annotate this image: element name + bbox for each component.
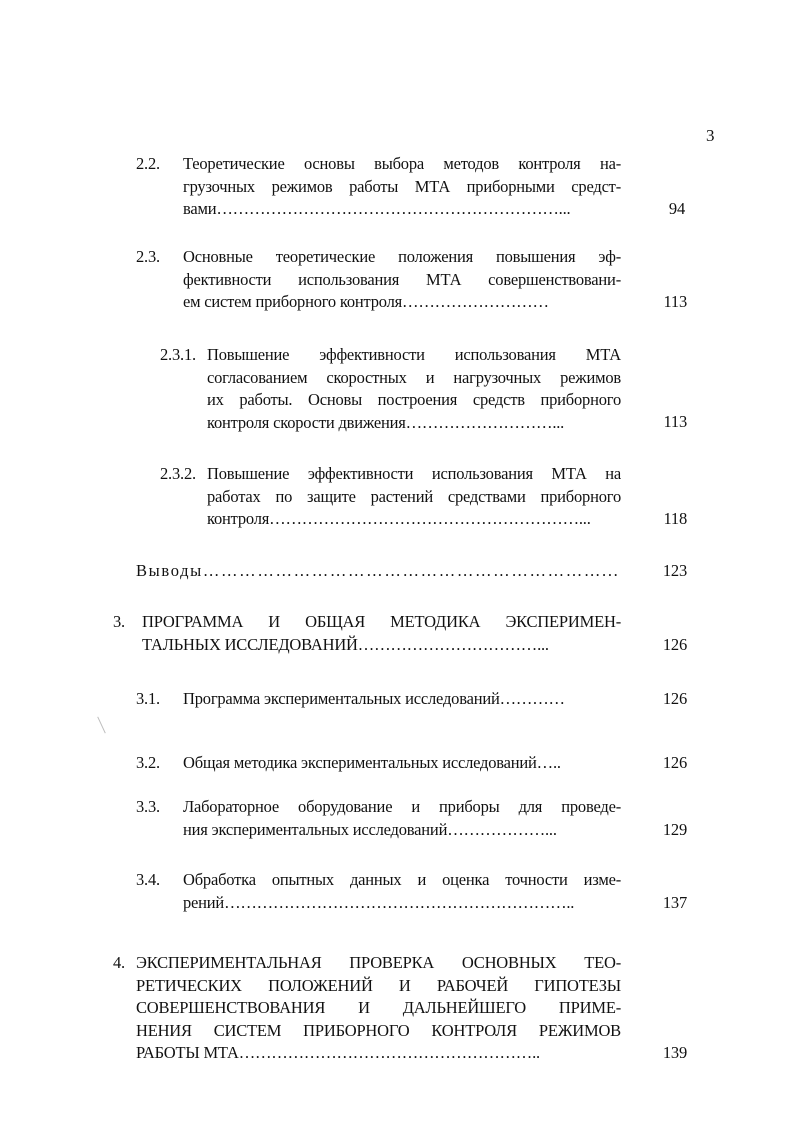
toc-entry-chapter-4 [0,952,793,1066]
toc-entry-line: РАБОТЫ МТА……………………………………………….. [136,1043,540,1062]
toc-entry-line: Общая методика экспериментальных исследований….. [183,753,561,772]
toc-entry-page: 118 [663,509,687,528]
toc-entry-page: 126 [662,635,687,654]
toc-entry-line: согласованием скоростных и нагрузочных режимов [207,367,621,387]
toc-entry-title [142,611,621,656]
toc-entry-page: 94 [668,199,685,218]
toc-entry-number: 2.3.2. [160,464,196,483]
toc-entry-line: Программа экспериментальных исследований………… [183,689,565,708]
toc-entry-page: 129 [662,820,687,839]
toc-entry-title [183,796,621,841]
toc-entry-number: 2.2. [136,154,160,173]
toc-entry-number: 3.3. [136,797,160,816]
toc-entry-title [183,153,621,221]
toc-entry-2-3-1 [0,344,793,436]
toc-entry-page: 126 [662,753,687,772]
toc-entry-page: 123 [662,561,687,580]
page-number: 3 [706,126,715,145]
toc-entry-title [183,752,621,775]
toc-entry-page: 126 [662,689,687,708]
toc-entry-line: Повышение эффективности использования МТА [207,345,621,364]
toc-entry-title [183,246,621,314]
toc-entry-line: рений……………………………………………………….. [183,892,575,912]
toc-entry-line: НЕНИЯ СИСТЕМ ПРИБОРНОГО КОНТРОЛЯ РЕЖИМОВ [136,1020,621,1040]
toc-entry-3-4 [0,869,793,915]
toc-entry-line: контроля…………………………………………………... [207,509,591,528]
toc-entry-2-3 [0,246,793,316]
toc-entry-line: Лабораторное оборудование и приборы для проведе- [183,797,621,816]
toc-entry-line: Повышение эффективности использования МТА на [207,464,621,483]
toc-entry-line: их работы. Основы построения средств приборного [207,390,621,409]
toc-entry-number: 3.1. [136,689,160,708]
toc-entry-line: Теоретические основы выбора методов контроля на- [183,154,621,173]
toc-entry-line: ЭКСПЕРИМЕНТАЛЬНАЯ ПРОВЕРКА ОСНОВНЫХ ТЕО- [136,953,621,972]
toc-entry-page: 139 [662,1043,687,1062]
toc-entry-line: Обработка опытных данных и оценка точности изме- [183,870,621,889]
toc-entry-title [207,344,621,434]
toc-entry-line: вами………………………………………………………... [183,199,571,218]
toc-entry-line: Выводы…………………………………………………………... [136,561,620,580]
toc-entry-line: СОВЕРШЕНСТВОВАНИЯ И ДАЛЬНЕЙШЕГО ПРИМЕ- [136,998,621,1017]
toc-entry-page: 137 [662,893,687,912]
toc-entry-title [183,688,621,711]
toc-entry-number: 3. [113,612,125,631]
toc-entry-3-1 [0,688,793,712]
toc-entry-conclusions [0,560,793,584]
toc-entry-line: ния экспериментальных исследований………………... [183,819,557,839]
toc-entry-chapter-3 [0,611,793,657]
toc-entry-page: 113 [663,412,687,431]
toc-entry-line: грузочных режимов работы МТА приборными средст- [183,176,621,196]
toc-entry-number: 2.3. [136,247,160,266]
toc-entry-number: 3.2. [136,753,160,772]
toc-entry-3-2 [0,752,793,776]
toc-entry-line: ТАЛЬНЫХ ИССЛЕДОВАНИЙ……………………………... [142,634,549,654]
toc-entry-line: работах по защите растений средствами приборного [207,486,621,506]
toc-entry-number: 3.4. [136,870,160,889]
toc-entry-2-3-2 [0,463,793,533]
toc-entry-line: фективности использования МТА совершенствовани- [183,269,621,289]
toc-entry-number: 4. [113,953,125,972]
toc-entry-title [183,869,621,914]
toc-entry-page: 113 [663,292,687,311]
toc-entry-line: контроля скорости движения………………………... [207,412,565,432]
scan-artifact-mark [97,717,106,734]
toc-entry-2-2 [0,153,793,223]
toc-entry-number: 2.3.1. [160,345,196,364]
toc-entry-title [136,560,621,583]
toc-entry-title [207,463,621,531]
toc-entry-title [136,952,621,1065]
toc-entry-line: Основные теоретические положения повышения эф- [183,247,621,266]
toc-entry-line: РЕТИЧЕСКИХ ПОЛОЖЕНИЙ И РАБОЧЕЙ ГИПОТЕЗЫ [136,975,621,995]
toc-entry-line: ем систем приборного контроля……………………… [183,292,549,311]
toc-entry-3-3 [0,796,793,842]
toc-entry-line: ПРОГРАММА И ОБЩАЯ МЕТОДИКА ЭКСПЕРИМЕН- [142,612,621,631]
